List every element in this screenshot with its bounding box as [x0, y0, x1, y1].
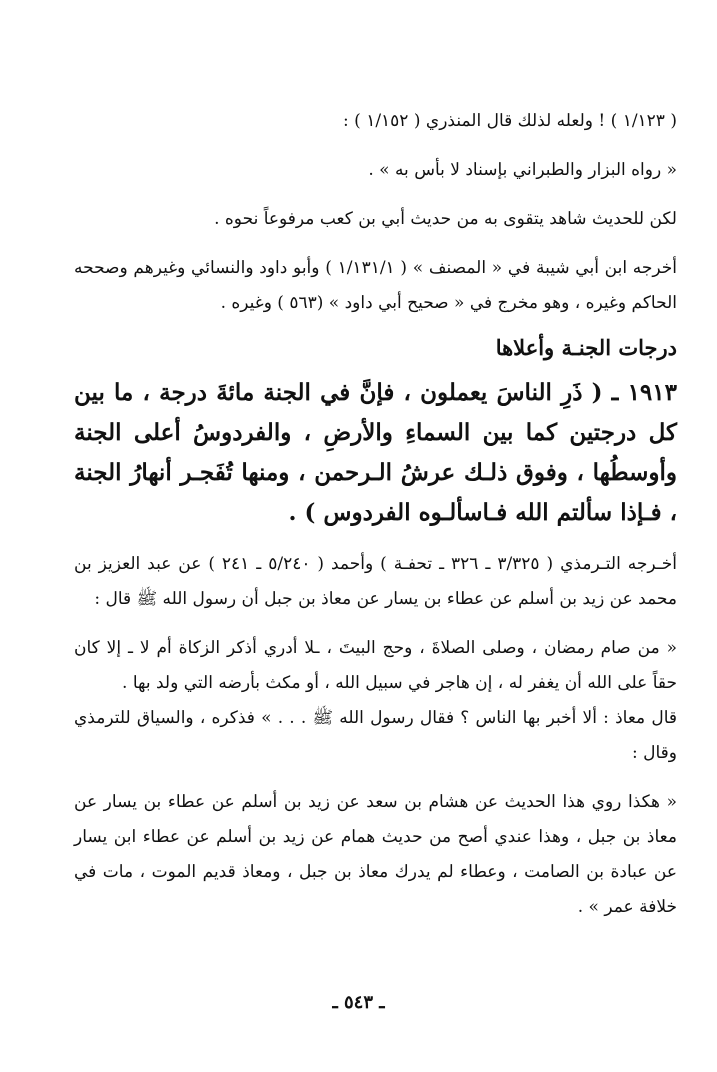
note-shahid: لكن للحديث شاهد يتقوى به من حديث أبي بن كعب مرفوعاً نحوه . [214, 209, 677, 229]
page-body [74, 104, 677, 925]
section-heading: درجات الجنـة وأعلاها [495, 335, 677, 360]
takhrij-tirmidhi: أخـرجه التـرمذي ( ٣/٣٢٥ ـ ٣٢٦ ـ تحفـة ) وأحمد ( ٥/٢٤٠ ـ ٢٤١ ) عن عبد العزيز بن محمد عن زيد بن أسلم عن عطاء بن يسار عن معاذ بن جبل أن رسول الله ﷺ قال : [74, 554, 677, 609]
hadith-text: ١٩١٣ ـ ( ذَرِ الناسَ يعملون ، فإنَّ في الجنة مائةَ درجة ، ما بين كل درجتين كما بين السماءِ والأرضِ ، والفردوسُ أعلى الجنة وأوسطُها ، وفوق ذلـك عرشُ الـرحمن ، ومنها تُفَجـر أنهارُ الجنة ، فـإذا سألتم الله فـاسألـوه الفردوس ) . [74, 379, 677, 526]
takhrij-ibn-abi-shaybah: أخرجه ابن أبي شيبة في « المصنف » ( ١/١٣١/١ ) وأبو داود والنسائي وغيرهم وصححه الحاكم وغيره ، وهو مخرج في « صحيح أبي داود » (٥٦٣ ) وغيره . [74, 258, 677, 313]
ref-mundhiri: ( ١/١٢٣ ) ! ولعله لذلك قال المنذري ( ١/١٥٢ ) : [343, 111, 677, 131]
quote-hadith-full: « من صام رمضان ، وصلى الصلاةَ ، وحج البيتَ ، ـلا أدري أذكر الزكاة أم لا ـ إلا كان حقاً على الله أن يغفر له ، إن هاجر في سبيل الله ، أو مكث بأرضه التي ولد بها . [74, 638, 677, 693]
page-number: ـ ٥٤٣ ـ [332, 992, 385, 1013]
quote-bazzar: « رواه البزار والطبراني بإسناد لا بأس به » . [368, 160, 677, 180]
note-muadh: قال معاذ : ألا أخبر بها الناس ؟ فقال رسول الله ﷺ . . . » فذكره ، والسياق للترمذي وقال : [74, 708, 677, 763]
quote-tirmidhi-comment: « هكذا روي هذا الحديث عن هشام بن سعد عن زيد بن أسلم عن عطاء بن يسار عن معاذ بن جبل ، وهذا عندي أصح من حديث همام عن زيد بن أسلم عن عطاء ابن يسار عن عبادة بن الصامت ، وعطاء لم يدرك معاذ بن جبل ، ومعاذ قديم الموت ، مات في خلافة عمر » . [74, 792, 677, 917]
